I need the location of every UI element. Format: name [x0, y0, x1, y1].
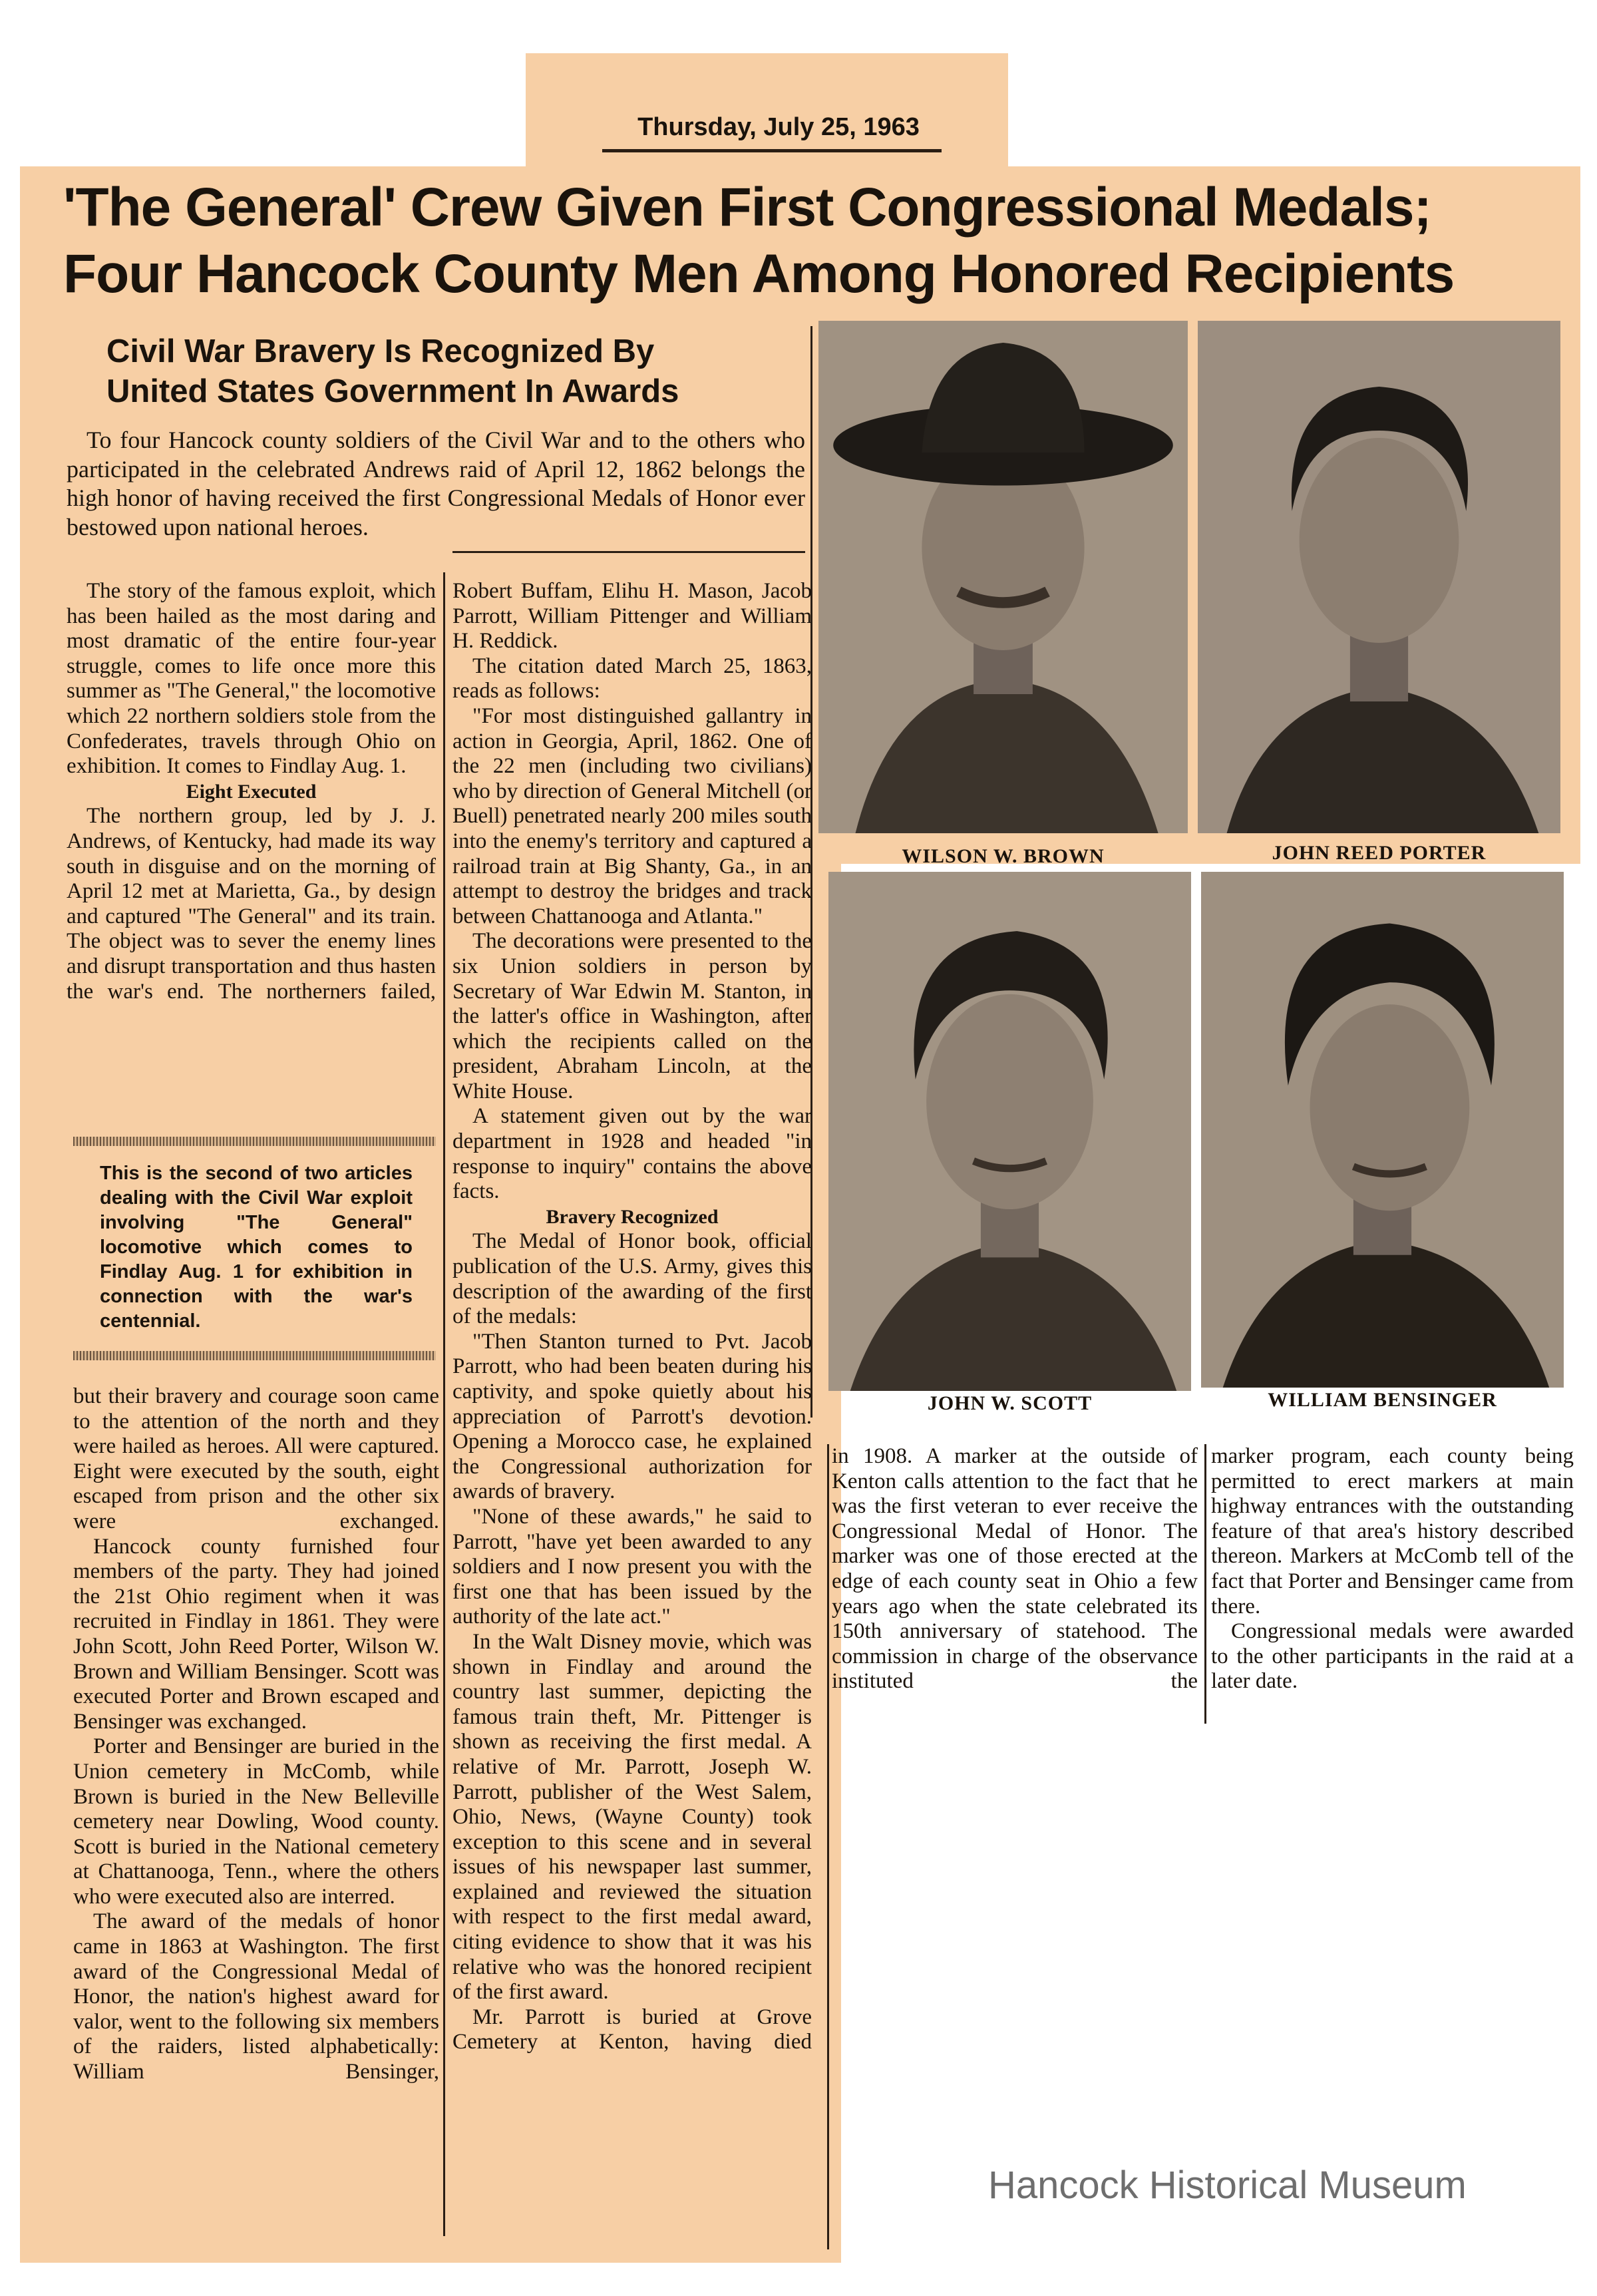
note-hatch-top	[73, 1137, 436, 1146]
date-line	[612, 113, 945, 142]
subheadline-line-1: Civil War Bravery Is Recognized By	[106, 333, 655, 369]
portrait-william-bensinger	[1201, 872, 1564, 1388]
col2-paragraph-9: In the Walt Disney movie, which was shown in Findlay and around the country last summer, depicting the famous train theft, Mr. Pittenger is shown as receiving the first medal. A relative of Mr. Parrott, Joseph W. Parrott, publisher of the West Salem, Ohio, News, (Wayne County) took exception to this scene and in several issues of his newspaper last summer, explained and reviewed the situation with respect to the first medal award, citing evidence to show that it was his relative who was the honored recipient of the first award.	[452, 1629, 812, 2005]
note-hatch-bottom	[73, 1351, 436, 1360]
col2-paragraph-1: Robert Buffam, Elihu H. Mason, Jacob Parrott, William Pittenger and William H. Reddick.	[452, 579, 812, 654]
lead-text: To four Hancock county soldiers of the Civil War and to the others who participated in the celebrated Andrews raid of April 12, 1862 belongs the high honor of having received the first Congressional Medals of Honor ever bestowed upon national heroes.	[67, 427, 805, 540]
col2-paragraph-8: "None of these awards," he said to Parrott, "have yet been awarded to any soldiers and I now present you with the first one that has been issued by the authority of the late act."	[452, 1504, 812, 1629]
col1-paragraph-4: Hancock county furnished four members of the party. They had joined the 21st Ohio regiment when it was recruited in Findlay in 1861. They were John Scott, John Reed Porter, Wilson W. Brown and William Bensinger. Scott was executed Porter and Brown escaped and Bensinger was exchanged.	[73, 1534, 439, 1734]
column-3	[832, 1444, 1198, 1694]
column-1-bottom	[73, 1384, 439, 2085]
col1-paragraph-1: The story of the famous exploit, which has been hailed as the most daring and most dramatic of the entire four-year struggle, comes to life once more this summer as "The General," the locomotive which 22 northern soldiers stole from the Confederates, travels through Ohio on exhibition. It comes to Findlay Aug. 1.	[67, 579, 436, 779]
portrait-icon	[1201, 872, 1564, 1388]
col2-paragraph-5: A statement given out by the war department in 1928 and headed "in response to inquiry" contains the above facts.	[452, 1104, 812, 1204]
caption-john-scott: JOHN W. SCOTT	[927, 1392, 1093, 1414]
col2-paragraph-7: "Then Stanton turned to Pvt. Jacob Parrott, who had been beaten during his captivity, and spoke quietly about his appreciation of Parrott's devotion. Opening a Morocco case, he explained the Congressional authorization for awards of bravery.	[452, 1329, 812, 1504]
col2-paragraph-6: The Medal of Honor book, official publication of the U.S. Army, gives this description of the awarding of the first of the medals:	[452, 1229, 812, 1329]
subheadline-line-2: United States Government In Awards	[106, 373, 679, 409]
col1-subhead-eight-executed: Eight Executed	[186, 780, 317, 803]
column-rule-1	[443, 572, 445, 2236]
portrait-hat-icon	[818, 321, 1188, 833]
caption-john-reed-porter: JOHN REED PORTER	[1272, 842, 1487, 864]
portrait-icon	[1198, 321, 1560, 833]
col1-paragraph-6: The award of the medals of honor came in 1863 at Washington. The first award of the Congressional Medal of Honor, the nation's highest award for valor, went to the following six members of the raiders, listed alphabetically: William Bensinger,	[73, 1909, 439, 2084]
editor-note-text: This is the second of two articles dealing with the Civil War exploit involving "The General" locomotive which comes to Findlay Aug. 1 for exhibition in connection with the war's centennial.	[100, 1163, 413, 1332]
col2-paragraph-10: Mr. Parrott is buried at Grove Cemetery at Kenton, having died	[452, 2005, 812, 2054]
portrait-john-scott	[828, 872, 1191, 1391]
col2-paragraph-2: The citation dated March 25, 1863, reads as follows:	[452, 654, 812, 703]
col2-paragraph-4: The decorations were presented to the six Union soldiers in person by Secretary of War Edwin M. Stanton, in the latter's office in Washington, after which the recipients called on the president, Abraham Lincoln, at the White House.	[452, 929, 812, 1103]
portrait-john-reed-porter	[1198, 321, 1560, 833]
portrait-wilson-brown	[818, 321, 1188, 833]
col3-paragraph-1: in 1908. A marker at the outside of Kenton calls attention to the fact that he was the first veteran to ever receive the Congressional Medal of Honor. The marker was one of those erected at the edge of each county seat in Ohio a few years ago when the state celebrated its 150th anniversary of statehood. The commission in charge of the observance instituted the	[832, 1444, 1198, 1694]
editor-note	[100, 1161, 413, 1334]
watermark: Hancock Historical Museum	[988, 2164, 1467, 2207]
column-rule-3	[1204, 1444, 1206, 1724]
col4-paragraph-1: marker program, each county being permitted to erect markers at main highway entrances with the outstanding feature of that area's history described thereon. Markers at McComb tell of the fact that Porter and Bensinger came from there.	[1211, 1444, 1574, 1619]
caption-william-bensinger: WILLIAM BENSINGER	[1268, 1389, 1497, 1411]
portrait-icon	[828, 872, 1191, 1391]
col2-subhead-bravery-recognized: Bravery Recognized	[546, 1205, 719, 1228]
column-4	[1211, 1444, 1574, 1694]
headline-line-1: 'The General' Crew Given First Congressional Medals;	[63, 177, 1431, 238]
col1-paragraph-5: Porter and Bensinger are buried in the Union cemetery in McComb, while Brown is buried in the New Belleville cemetery near Dowling, Wood county. Scott is buried in the National cemetery at Chattanooga, Tenn., where the others who were executed also are interred.	[73, 1734, 439, 1909]
caption-wilson-brown: WILSON W. BROWN	[902, 845, 1105, 867]
headline-line-2: Four Hancock County Men Among Honored Recipients	[63, 244, 1455, 304]
lead-rule	[452, 551, 805, 553]
column-1-top	[67, 579, 436, 1004]
col1-paragraph-3: but their bravery and courage soon came to the attention of the north and they were hailed as heroes. All were captured. Eight were executed by the south, eight escaped from prison and the other six were exchanged.	[73, 1384, 439, 1533]
col2-paragraph-3: "For most distinguished gallantry in action in Georgia, April, 1862. One of the 22 men (including two civilians) who by direction of General Mitchell (or Buell) penetrated nearly 200 miles south into the enemy's territory and captured a railroad train at Big Shanty, Ga., in an attempt to destroy the bridges and track between Chattanooga and Atlanta."	[452, 703, 812, 928]
lead-paragraph	[67, 426, 805, 542]
date-line-text: Thursday, July 25, 1963	[637, 113, 920, 141]
column-2	[452, 579, 812, 2055]
column-rule-2	[827, 1444, 829, 2249]
col4-paragraph-2: Congressional medals were awarded to the other participants in the raid at a later date.	[1211, 1619, 1574, 1694]
date-rule	[602, 149, 942, 152]
col1-paragraph-2: The northern group, led by J. J. Andrews, of Kentucky, had made its way south in disguise and on the morning of April 12 met at Marietta, Ga., by design and captured "The General" and its train. The object was to sever the enemy lines and disrupt transportation and thus hasten the war's end. The northerners failed,	[67, 804, 436, 1004]
